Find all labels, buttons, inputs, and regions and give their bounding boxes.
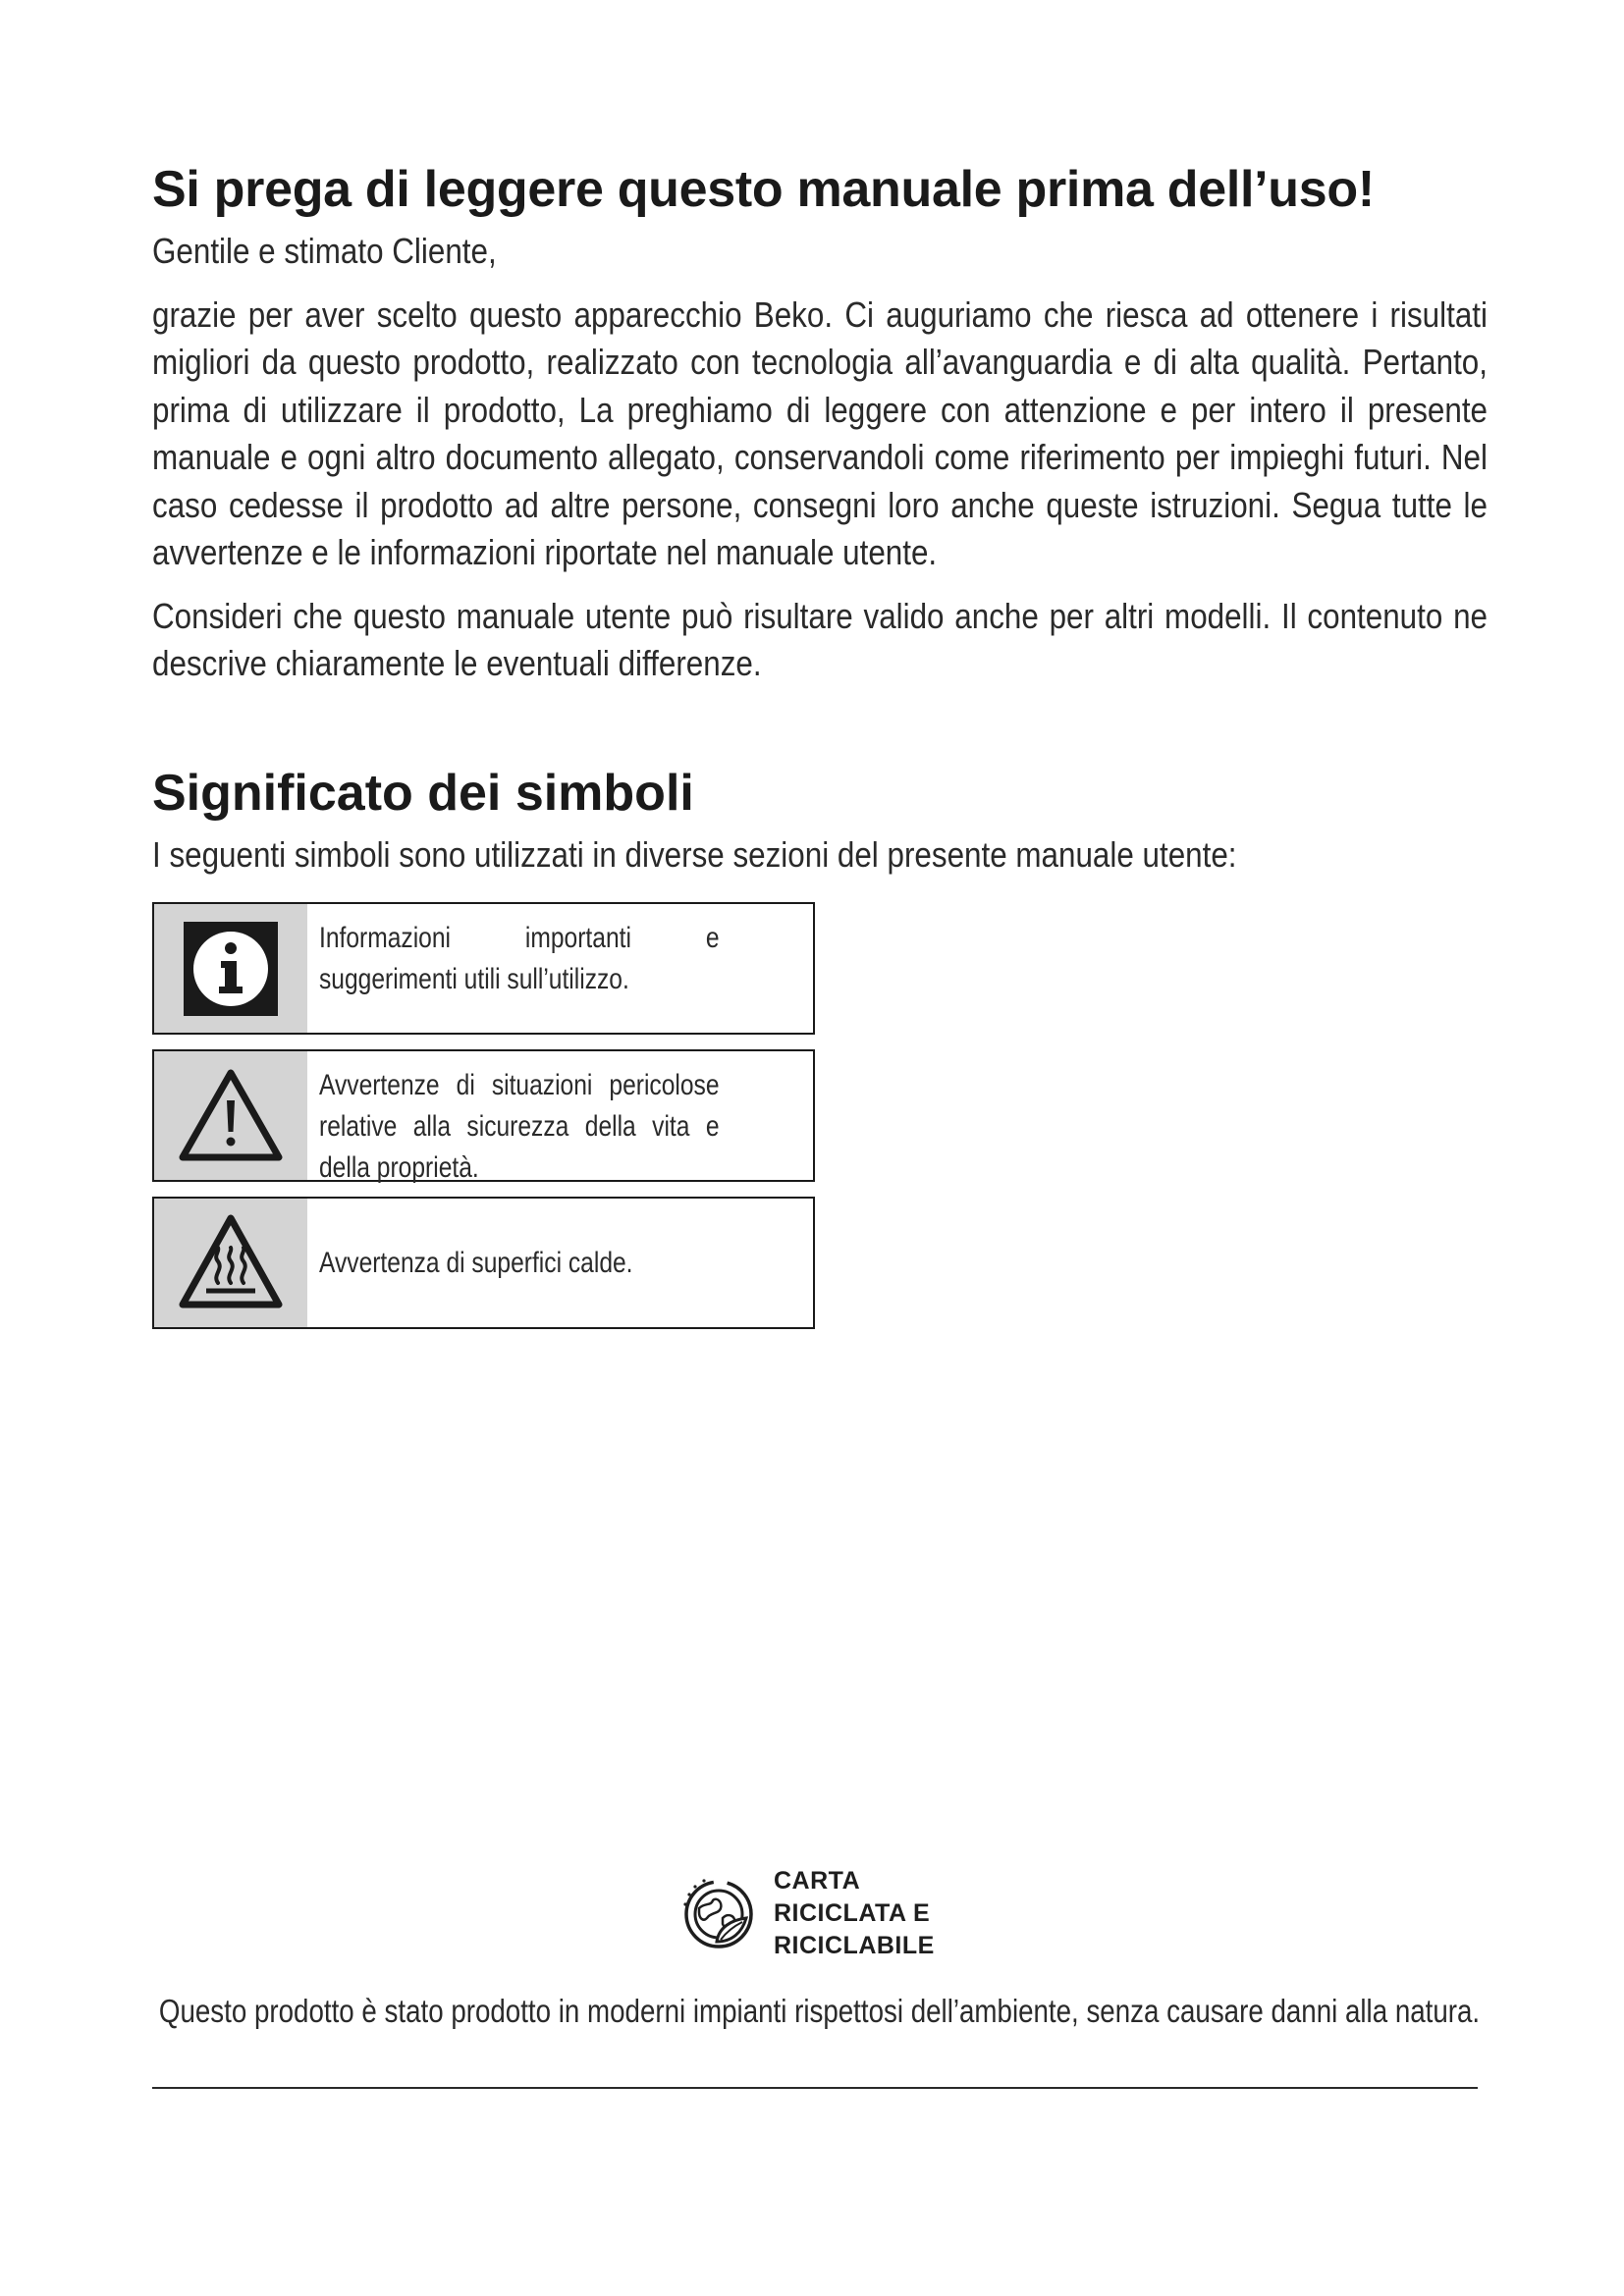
footer-note-text: Questo prodotto è stato prodotto in moderni impianti rispettosi dell’ambiente, senza causare danni alla natura. — [159, 1993, 1481, 2029]
greeting — [152, 228, 1488, 276]
info-icon — [154, 904, 307, 1033]
intro-text: grazie per aver scelto questo apparecchio Beko. Ci auguriamo che riesca ad ottenere i risultati migliori da questo prodotto, realizzato con tecnologia all’avanguardia e di alta qualità. Pertanto, prima di utilizzare il prodotto, La preghiamo di leggere con attenzione e per intero il presente manuale e ogni altro documento allegato, conservandoli come riferimento per impieghi futuri. Nel caso cedesse il prodotto ad altre persone, consegni loro anche queste istruzioni. Segua tutte le avvertenze e le informazioni riportate nel manuale utente. — [152, 294, 1488, 572]
eco-badge-line3: RICICLABILE — [774, 1932, 935, 1959]
eco-badge — [677, 1865, 935, 1962]
main-content — [152, 157, 1488, 1344]
symbols-section-intro — [152, 831, 1488, 880]
symbol-row-hot-surface — [152, 1197, 815, 1329]
symbol-label-warning: Avvertenze di situazioni pericolose relative alla sicurezza della vita e della proprietà. — [319, 1069, 720, 1184]
page-title: Si prega di leggere questo manuale prima dell’uso! — [152, 161, 1375, 218]
symbol-text-warning — [307, 1051, 813, 1184]
symbol-row-warning — [152, 1049, 815, 1182]
note-paragraph — [152, 593, 1488, 688]
symbol-text-hot-surface — [307, 1199, 813, 1327]
symbol-label-hot-surface: Avvertenza di superfici calde. — [319, 1246, 633, 1279]
symbol-label-info: Informazioni importanti e suggerimenti utili sull’utilizzo. — [319, 922, 720, 995]
intro-paragraph — [152, 292, 1488, 577]
hot-surface-icon — [154, 1199, 307, 1327]
greeting-text: Gentile e stimato Cliente, — [152, 231, 497, 271]
symbols-section-title: Significato dei simboli — [152, 764, 694, 822]
warning-triangle-icon — [154, 1051, 307, 1180]
eco-badge-line2: RICICLATA E — [774, 1899, 931, 1927]
footer-note — [152, 1989, 1488, 2033]
eco-badge-line1: CARTA — [774, 1867, 861, 1895]
symbol-text-info — [307, 904, 813, 1033]
footer-divider — [152, 2087, 1478, 2089]
symbols-intro-text: I seguenti simboli sono utilizzati in diverse sezioni del presente manuale utente: — [152, 833, 1237, 875]
eco-badge-label — [774, 1865, 935, 1962]
symbols-table — [152, 902, 815, 1329]
symbol-row-info — [152, 902, 815, 1035]
recycled-paper-globe-leaf-icon — [677, 1873, 760, 1955]
note-text: Consideri che questo manuale utente può risultare valido anche per altri modelli. Il contenuto ne descrive chiaramente le eventuali differenze. — [152, 595, 1488, 683]
